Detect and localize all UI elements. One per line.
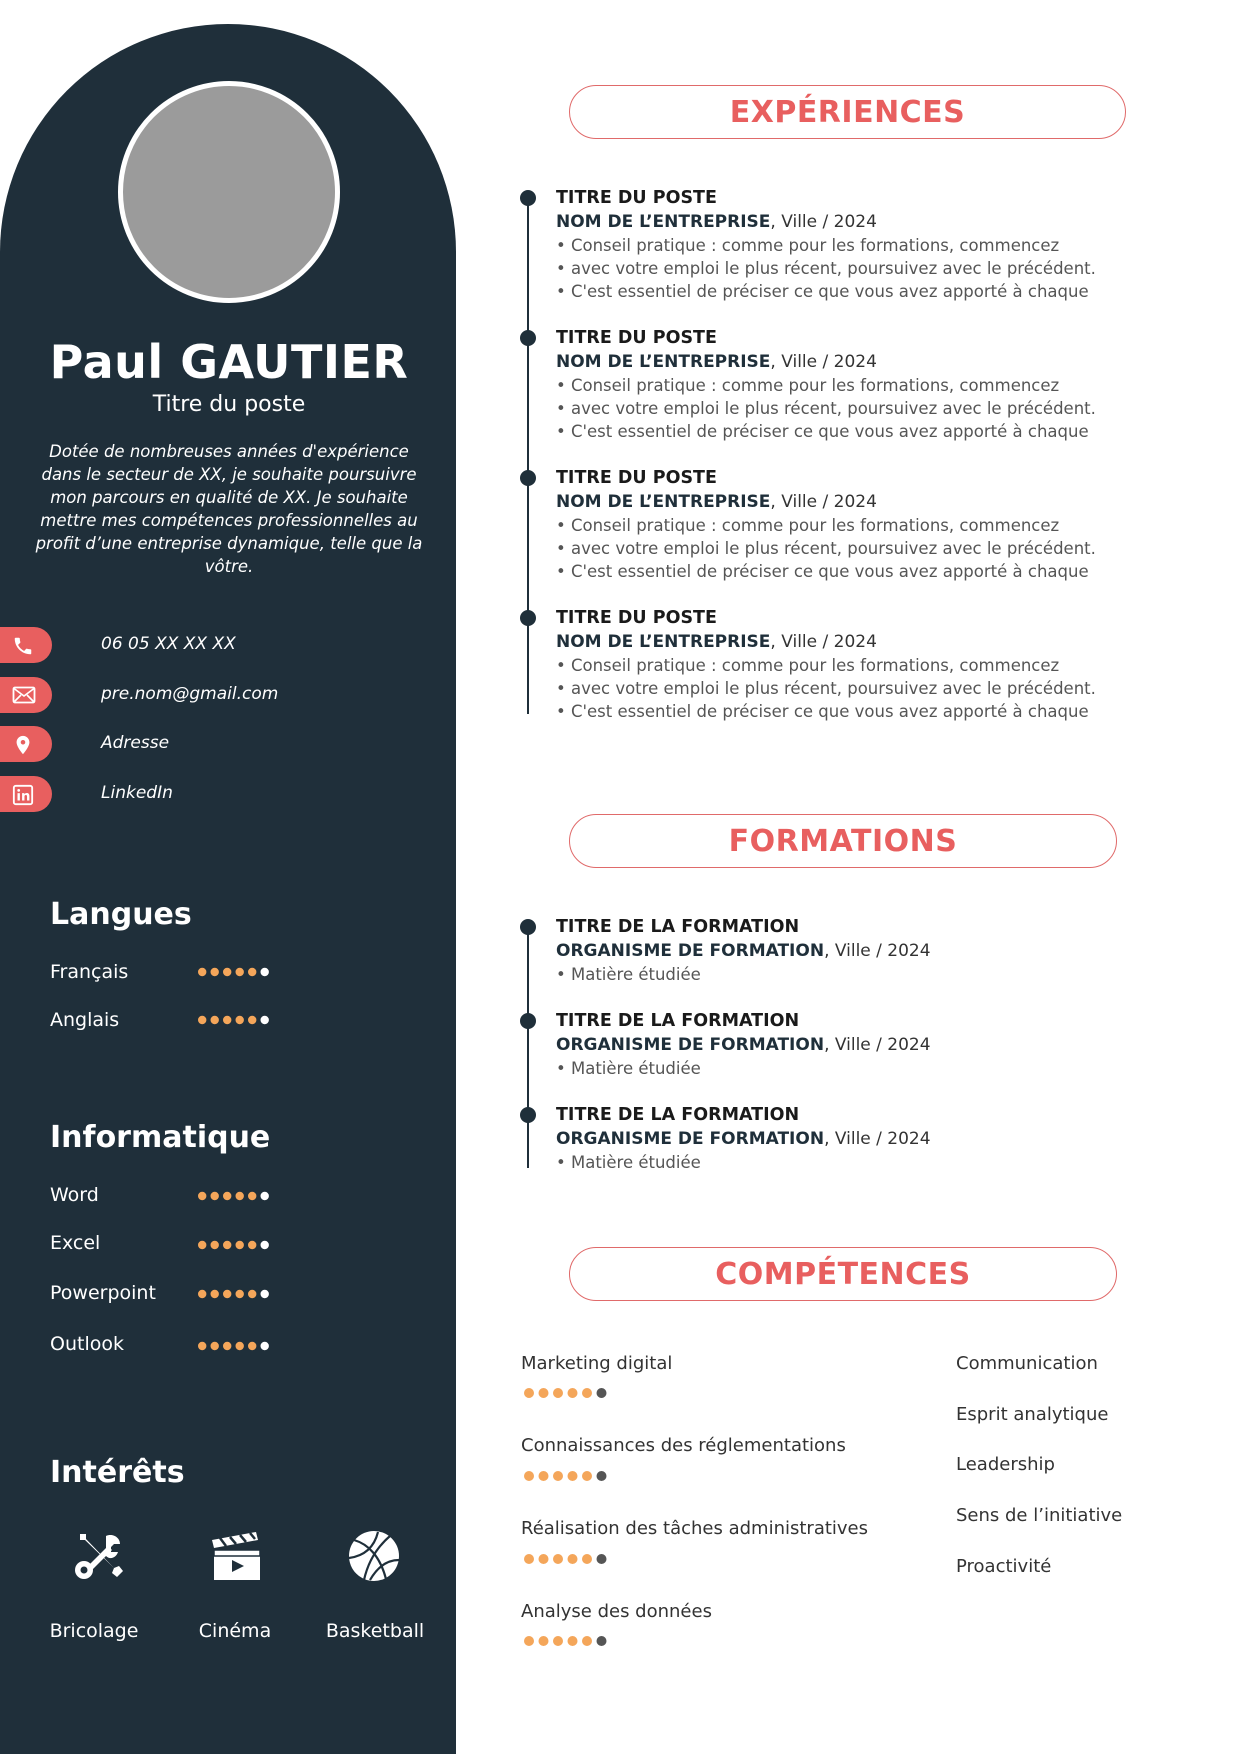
timeline-dot (520, 330, 536, 346)
competence-label: Réalisation des tâches administratives (521, 1518, 869, 1539)
rating-dot-filled (524, 1471, 534, 1481)
soft-skill: Leadership (956, 1454, 1055, 1475)
competence-label: Analyse des données (521, 1601, 712, 1622)
profile-photo-placeholder (118, 81, 340, 303)
rating-dot-filled (198, 1192, 206, 1200)
rating-dot-filled (236, 1241, 244, 1249)
mail-icon (12, 685, 36, 705)
location-icon (12, 734, 34, 756)
formation-entry (556, 1009, 1116, 1080)
formations-heading: FORMATIONS (569, 814, 1117, 868)
rating-dot-filled (553, 1388, 563, 1398)
rating-dot-empty (597, 1471, 607, 1481)
rating-dot-empty (597, 1636, 607, 1646)
rating-dot-filled (236, 1016, 244, 1024)
company-name: NOM DE L’ENTREPRISE (556, 632, 771, 652)
timeline-dot (520, 610, 536, 626)
experience-bullet: • avec votre emploi le plus récent, poursuivez avec le précédent. (556, 399, 1096, 418)
soft-skill: Proactivité (956, 1556, 1052, 1577)
experience-bullet: • avec votre emploi le plus récent, poursuivez avec le précédent. (556, 679, 1096, 698)
place-date: , Ville / 2024 (824, 941, 931, 961)
rating-dot-filled (582, 1636, 592, 1646)
rating-dot-filled (211, 1290, 219, 1298)
rating-dot-filled (248, 1192, 256, 1200)
rating-dot-filled (223, 1016, 231, 1024)
rating-dot-filled (211, 1241, 219, 1249)
company-line (556, 490, 1116, 514)
job-title: TITRE DU POSTE (556, 608, 717, 628)
rating-dot-filled (198, 1016, 206, 1024)
rating-dot-empty (261, 1192, 269, 1200)
rating-dot-filled (568, 1636, 578, 1646)
rating-dots (197, 1288, 277, 1300)
rating-dot-filled (568, 1388, 578, 1398)
organism-name: ORGANISME DE FORMATION (556, 1129, 825, 1149)
company-line (556, 630, 1116, 654)
rating-dot-filled (236, 1290, 244, 1298)
languages-heading: Langues (50, 897, 192, 932)
rating-dot-filled (248, 1342, 256, 1350)
rating-dot-empty (261, 1290, 269, 1298)
place-date: , Ville / 2024 (770, 632, 877, 652)
formation-entry (556, 915, 1116, 986)
rating-dot-filled (198, 968, 206, 976)
rating-dot-filled (582, 1554, 592, 1564)
rating-dot-filled (211, 1192, 219, 1200)
rating-dot-filled (582, 1388, 592, 1398)
rating-dot-empty (261, 968, 269, 976)
place-date: , Ville / 2024 (770, 352, 877, 372)
rating-dots (523, 1635, 613, 1647)
competences-heading: COMPÉTENCES (569, 1247, 1117, 1301)
organism-name: ORGANISME DE FORMATION (556, 1035, 825, 1055)
rating-dot-filled (211, 968, 219, 976)
computing-label: Excel (50, 1232, 101, 1254)
rating-dots (197, 1190, 277, 1202)
phone-icon (12, 635, 34, 657)
formation-entry (556, 1103, 1116, 1174)
experience-entry (556, 326, 1116, 443)
experience-bullet: • C'est essentiel de préciser ce que vous avez apporté à chaque (556, 562, 1089, 581)
place-date: , Ville / 2024 (770, 212, 877, 232)
mail-pill (0, 677, 52, 713)
rating-dots (523, 1387, 613, 1399)
experience-bullet: • C'est essentiel de préciser ce que vous avez apporté à chaque (556, 422, 1089, 441)
contact-email[interactable]: pre.nom@gmail.com (101, 684, 279, 704)
rating-dot-filled (553, 1636, 563, 1646)
language-label: Français (50, 961, 129, 983)
rating-dot-empty (261, 1016, 269, 1024)
rating-dot-empty (261, 1342, 269, 1350)
rating-dot-filled (236, 1192, 244, 1200)
rating-dot-filled (236, 1342, 244, 1350)
organism-line (556, 1127, 1116, 1151)
rating-dot-filled (539, 1388, 549, 1398)
interests-heading: Intérêts (50, 1455, 185, 1490)
profile-title: Titre du poste (152, 392, 306, 417)
rating-dot-filled (248, 1016, 256, 1024)
rating-dot-empty (597, 1388, 607, 1398)
linkedin-pill (0, 776, 52, 812)
clapperboard-icon (208, 1528, 264, 1584)
formation-bullet: • Matière étudiée (556, 1153, 701, 1172)
organism-line (556, 1033, 1116, 1057)
organism-line (556, 939, 1116, 963)
timeline-dot (520, 919, 536, 935)
rating-dots (197, 966, 277, 978)
experience-bullet: • C'est essentiel de préciser ce que vous avez apporté à chaque (556, 702, 1089, 721)
soft-skill: Esprit analytique (956, 1404, 1109, 1425)
formations-timeline (527, 928, 529, 1168)
rating-dot-filled (211, 1016, 219, 1024)
rating-dot-filled (539, 1636, 549, 1646)
interest-label: Basketball (325, 1620, 425, 1642)
profile-summary: Dotée de nombreuses années d'expérience dans le secteur de XX, je souhaite poursuivre mon parcours en qualité de XX. Je souhaite mettre mes compétences professionnelles au profit d’une entreprise dynamique, telle que la vôtre. (35, 442, 423, 576)
interest-label: Cinéma (198, 1620, 272, 1642)
rating-dot-filled (223, 1192, 231, 1200)
interest-label: Bricolage (49, 1620, 139, 1642)
experiences-heading: EXPÉRIENCES (569, 85, 1126, 139)
timeline-dot (520, 1107, 536, 1123)
company-name: NOM DE L’ENTREPRISE (556, 492, 771, 512)
rating-dot-filled (524, 1388, 534, 1398)
rating-dot-filled (553, 1471, 563, 1481)
rating-dot-filled (198, 1290, 206, 1298)
computing-label: Powerpoint (50, 1282, 156, 1304)
company-name: NOM DE L’ENTREPRISE (556, 352, 771, 372)
rating-dots (523, 1470, 613, 1482)
experience-entry (556, 186, 1116, 303)
organism-name: ORGANISME DE FORMATION (556, 941, 825, 961)
profile-name: Paul GAUTIER (49, 335, 409, 389)
rating-dot-filled (211, 1342, 219, 1350)
place-date: , Ville / 2024 (824, 1129, 931, 1149)
experience-bullet: • avec votre emploi le plus récent, poursuivez avec le précédent. (556, 539, 1096, 558)
timeline-dot (520, 470, 536, 486)
rating-dot-filled (248, 1290, 256, 1298)
rating-dot-filled (223, 1342, 231, 1350)
linkedin-icon (12, 784, 34, 806)
rating-dot-filled (568, 1554, 578, 1564)
language-label: Anglais (50, 1009, 120, 1031)
experiences-timeline (527, 198, 529, 714)
formation-title: TITRE DE LA FORMATION (556, 1105, 800, 1125)
competence-label: Marketing digital (521, 1353, 673, 1374)
computing-heading: Informatique (50, 1120, 271, 1155)
formation-title: TITRE DE LA FORMATION (556, 1011, 800, 1031)
timeline-dot (520, 1013, 536, 1029)
computing-label: Word (50, 1184, 99, 1206)
rating-dot-filled (223, 968, 231, 976)
contact-linkedin[interactable]: LinkedIn (101, 783, 173, 803)
experience-entry (556, 606, 1116, 723)
soft-skill: Communication (956, 1353, 1098, 1374)
rating-dot-filled (198, 1342, 206, 1350)
rating-dot-filled (582, 1471, 592, 1481)
rating-dot-filled (539, 1554, 549, 1564)
rating-dot-filled (524, 1636, 534, 1646)
contact-address[interactable]: Adresse (101, 733, 170, 753)
experience-bullet: • Conseil pratique : comme pour les formations, commencez (556, 236, 1060, 255)
computing-label: Outlook (50, 1333, 124, 1355)
rating-dot-filled (553, 1554, 563, 1564)
soft-skill: Sens de l’initiative (956, 1505, 1123, 1526)
competence-label: Connaissances des réglementations (521, 1435, 846, 1456)
rating-dots (523, 1553, 613, 1565)
rating-dot-filled (223, 1290, 231, 1298)
rating-dot-filled (248, 1241, 256, 1249)
company-line (556, 210, 1116, 234)
location-pill (0, 726, 52, 762)
formation-bullet: • Matière étudiée (556, 1059, 701, 1078)
rating-dot-filled (223, 1241, 231, 1249)
rating-dot-filled (248, 968, 256, 976)
contact-phone[interactable]: 06 05 XX XX XX (101, 634, 236, 654)
tools-icon (70, 1528, 126, 1584)
experience-bullet: • C'est essentiel de préciser ce que vous avez apporté à chaque (556, 282, 1089, 301)
formation-bullet: • Matière étudiée (556, 965, 701, 984)
company-name: NOM DE L’ENTREPRISE (556, 212, 771, 232)
job-title: TITRE DU POSTE (556, 328, 717, 348)
rating-dot-empty (261, 1241, 269, 1249)
rating-dots (197, 1340, 277, 1352)
job-title: TITRE DU POSTE (556, 468, 717, 488)
experience-bullet: • Conseil pratique : comme pour les formations, commencez (556, 516, 1060, 535)
formation-title: TITRE DE LA FORMATION (556, 917, 800, 937)
timeline-dot (520, 190, 536, 206)
rating-dot-filled (198, 1241, 206, 1249)
rating-dot-filled (524, 1554, 534, 1564)
experience-bullet: • avec votre emploi le plus récent, poursuivez avec le précédent. (556, 259, 1096, 278)
rating-dots (197, 1239, 277, 1251)
rating-dot-empty (597, 1554, 607, 1564)
experience-bullet: • Conseil pratique : comme pour les formations, commencez (556, 376, 1060, 395)
rating-dots (197, 1014, 277, 1026)
experience-entry (556, 466, 1116, 583)
place-date: , Ville / 2024 (824, 1035, 931, 1055)
rating-dot-filled (568, 1471, 578, 1481)
company-line (556, 350, 1116, 374)
place-date: , Ville / 2024 (770, 492, 877, 512)
experience-bullet: • Conseil pratique : comme pour les formations, commencez (556, 656, 1060, 675)
job-title: TITRE DU POSTE (556, 188, 717, 208)
rating-dot-filled (236, 968, 244, 976)
rating-dot-filled (539, 1471, 549, 1481)
basketball-icon (346, 1528, 402, 1584)
phone-pill (0, 627, 52, 663)
